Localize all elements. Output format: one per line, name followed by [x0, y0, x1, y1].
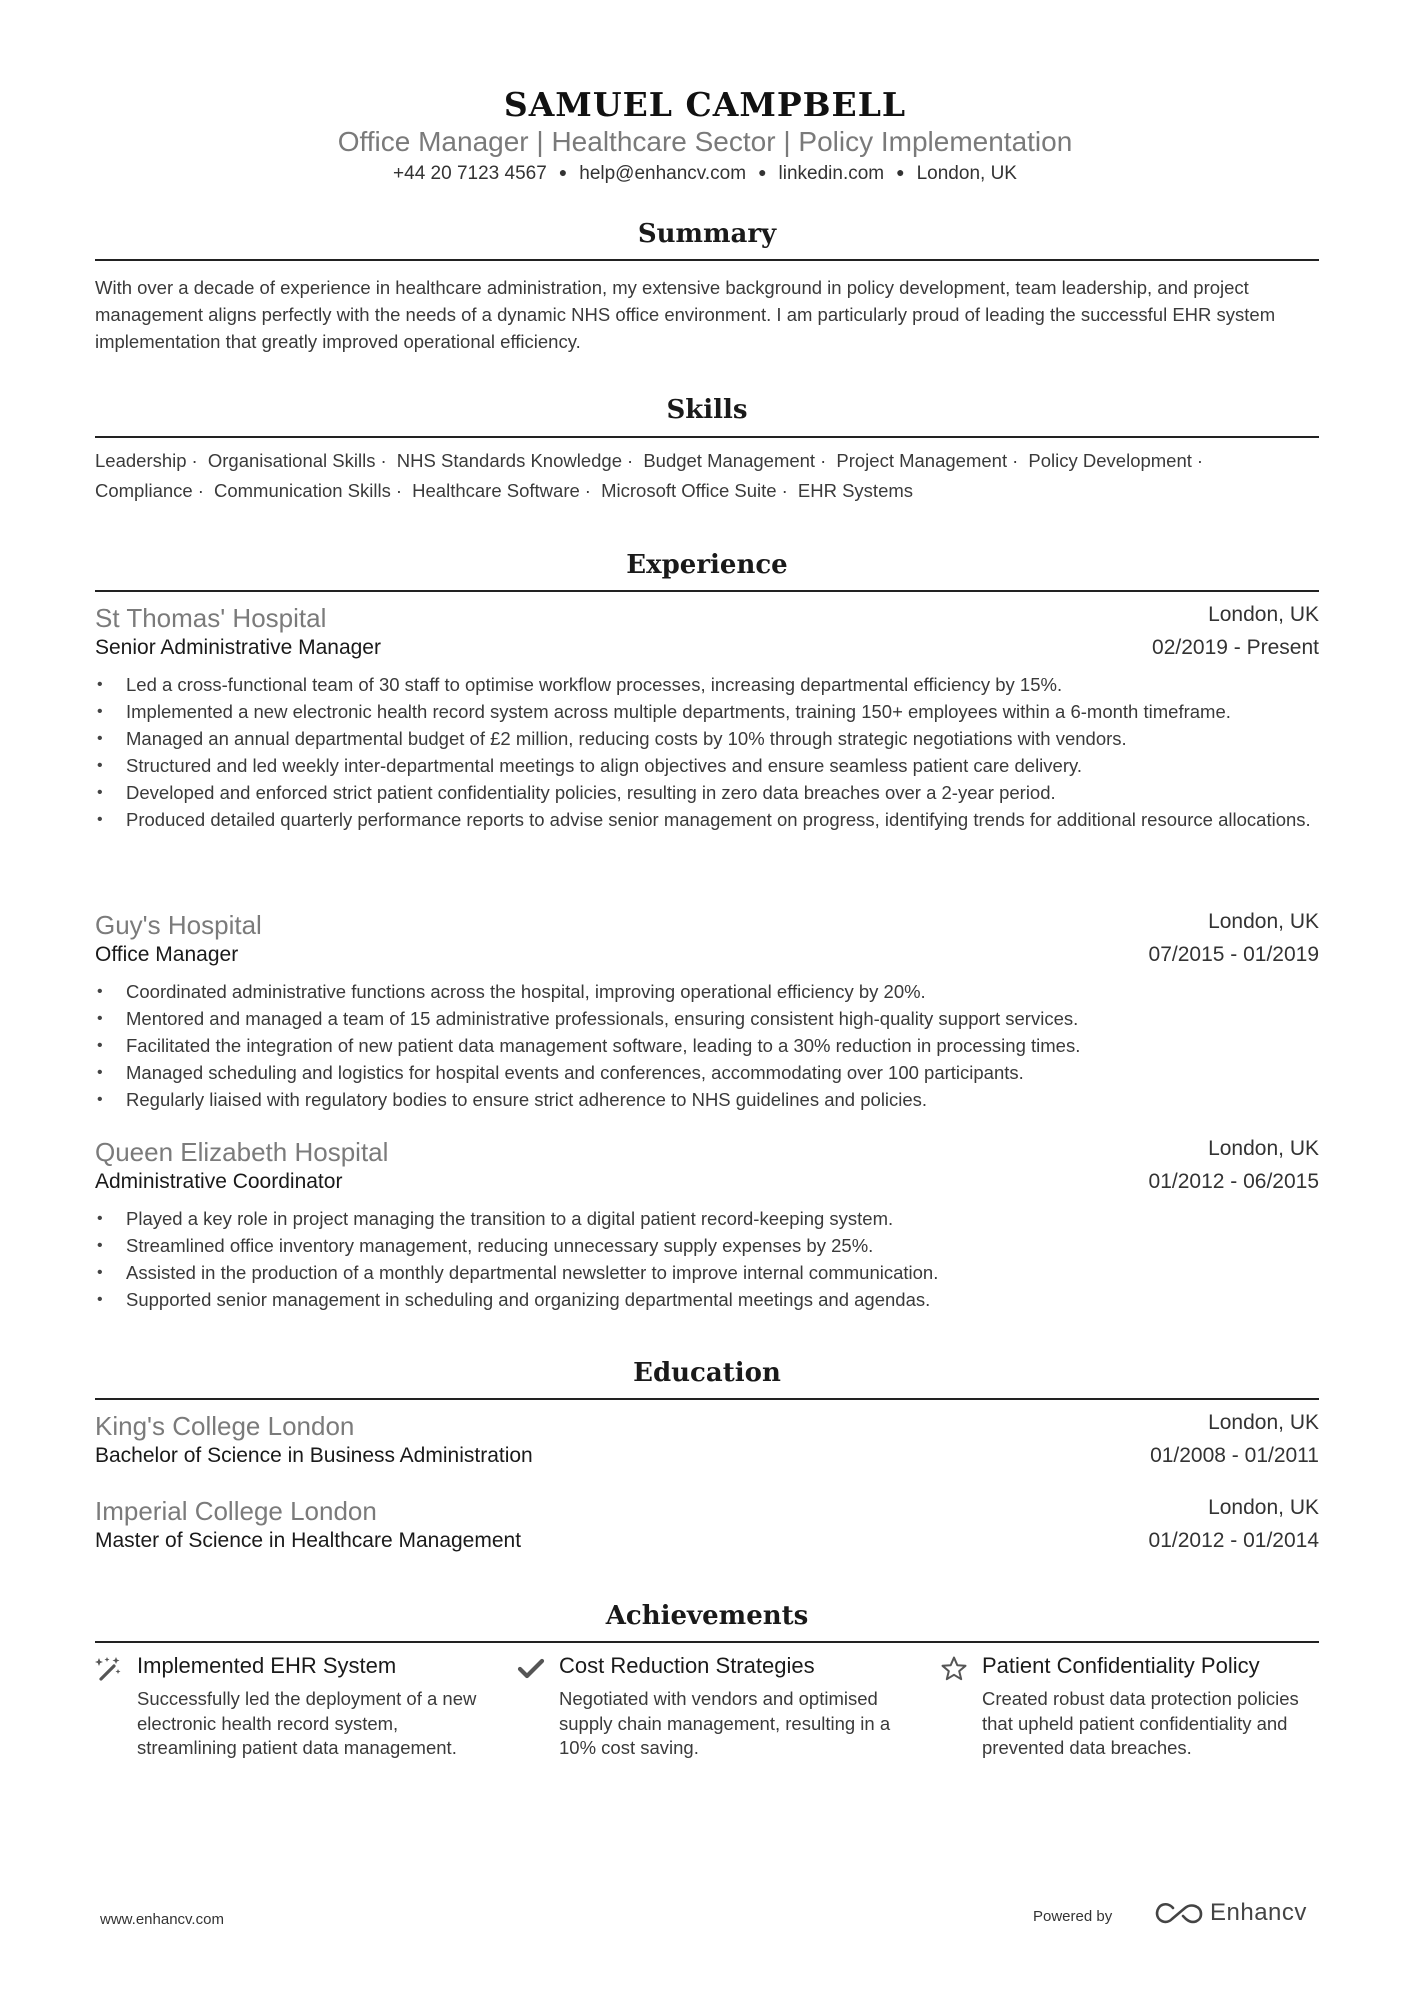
list-item: • Streamlined office inventory management, reducing unnecessary supply expenses by 25%. — [95, 1232, 1319, 1259]
bullet-list — [95, 978, 1319, 1113]
job-dates: 01/2012 - 06/2015 — [1148, 1170, 1319, 1193]
list-item: • Managed an annual departmental budget of £2 million, reducing costs by 10% through strategic negotiations with vendors. — [95, 725, 1319, 752]
skill-item: Leadership — [95, 450, 187, 471]
skill-item: NHS Standards Knowledge — [396, 450, 622, 471]
degree: Master of Science in Healthcare Management — [95, 1529, 522, 1552]
experience-entry — [95, 603, 1319, 833]
magic-wand-icon — [95, 1655, 123, 1683]
school-name: King's College London — [95, 1411, 355, 1441]
skill-item: Budget Management — [643, 450, 816, 471]
list-item: • Mentored and managed a team of 15 administrative professionals, ensuring consistent high-quality support services. — [95, 1005, 1319, 1032]
list-item: • Supported senior management in scheduling and organizing departmental meetings and agendas. — [95, 1286, 1319, 1313]
footer-website-link[interactable]: www.enhancv.com — [100, 1911, 224, 1928]
skill-separator: · — [197, 480, 204, 501]
email[interactable]: help@enhancv.com — [579, 163, 747, 184]
skill-separator: · — [820, 450, 827, 471]
skill-separator: · — [191, 450, 198, 471]
achievement-title: Patient Confidentiality Policy — [982, 1653, 1260, 1678]
separator-dot: ● — [896, 164, 905, 180]
skills-heading: Skills — [666, 395, 748, 425]
achievements-heading: Achievements — [605, 1601, 809, 1631]
summary-text: With over a decade of experience in healthcare administration, my extensive background in policy development, team leadership, and project management aligns perfectly with the needs of a dynamic NHS office environment. I am particularly proud of leading the successful EHR system implementation that greatly improved operational efficiency. — [95, 277, 1276, 352]
section-divider — [95, 259, 1319, 261]
contact-line — [0, 163, 1410, 185]
candidate-title: Office Manager | Healthcare Sector | Policy Implementation — [337, 126, 1073, 157]
skill-separator: · — [395, 480, 403, 501]
list-item: • Facilitated the integration of new patient data management software, leading to a 30% reduction in processing times. — [95, 1032, 1319, 1059]
list-item: • Coordinated administrative functions across the hospital, improving operational efficiency by 20%. — [95, 978, 1319, 1005]
skill-item: Organisational Skills — [207, 450, 376, 471]
bullet-list — [95, 671, 1319, 833]
achievement-title: Cost Reduction Strategies — [559, 1653, 815, 1678]
skill-separator: · — [1012, 450, 1019, 471]
phone[interactable]: +44 20 7123 4567 — [393, 163, 547, 184]
separator-dot: ● — [558, 164, 568, 180]
job-dates: 02/2019 - Present — [1152, 636, 1319, 659]
employer-name: Queen Elizabeth Hospital — [95, 1137, 389, 1167]
skill-separator: · — [781, 480, 788, 501]
job-location: London, UK — [1208, 603, 1319, 626]
experience-entry — [95, 910, 1319, 1113]
job-dates: 07/2015 - 01/2019 — [1148, 943, 1319, 966]
list-item: • Produced detailed quarterly performance reports to advise senior management on progress, identifying trends for additional resource allocations. — [95, 806, 1319, 833]
study-dates: 01/2012 - 01/2014 — [1148, 1529, 1319, 1552]
skill-separator: · — [627, 450, 634, 471]
list-item: • Regularly liaised with regulatory bodies to ensure strict adherence to NHS guidelines and policies. — [95, 1086, 1319, 1113]
experience-entry — [95, 1137, 1319, 1313]
school-name: Imperial College London — [95, 1496, 377, 1526]
summary-heading: Summary — [637, 219, 777, 249]
list-item: • Implemented a new electronic health record system across multiple departments, training 150+ employees within a 6-month timeframe. — [95, 698, 1319, 725]
enhancv-brand[interactable]: Enhancv — [1210, 1899, 1307, 1926]
school-location: London, UK — [1208, 1411, 1319, 1434]
degree: Bachelor of Science in Business Administration — [95, 1444, 533, 1467]
section-divider — [95, 436, 1319, 438]
job-role: Senior Administrative Manager — [95, 636, 381, 659]
list-item: • Led a cross-functional team of 30 staff to optimise workflow processes, increasing departmental efficiency by 15%. — [95, 671, 1319, 698]
separator-dot: ● — [758, 164, 767, 180]
list-item: • Managed scheduling and logistics for hospital events and conferences, accommodating over 100 participants. — [95, 1059, 1319, 1086]
achievement-description: Negotiated with vendors and optimised supply chain management, resulting in a 10% cost saving. — [559, 1688, 891, 1758]
employer-name: St Thomas' Hospital — [95, 603, 327, 633]
section-divider — [95, 1398, 1319, 1400]
location: London, UK — [916, 163, 1017, 184]
section-divider — [95, 1641, 1319, 1643]
enhancv-logo-icon — [1153, 1899, 1205, 1929]
list-item: • Played a key role in project managing the transition to a digital patient record-keeping system. — [95, 1205, 1319, 1232]
job-role: Office Manager — [95, 943, 239, 966]
job-location: London, UK — [1208, 910, 1319, 933]
skill-item: Compliance — [95, 480, 193, 501]
employer-name: Guy's Hospital — [95, 910, 262, 940]
skills-list — [95, 446, 1319, 506]
list-item: • Assisted in the production of a monthly departmental newsletter to improve internal communication. — [95, 1259, 1319, 1286]
skill-item: Project Management — [836, 450, 1008, 471]
skill-item: Healthcare Software — [412, 480, 580, 501]
bullet-list — [95, 1205, 1319, 1313]
education-entry — [95, 1496, 1319, 1562]
powered-by-label: Powered by — [1033, 1908, 1113, 1925]
achievement-description: Created robust data protection policies that upheld patient confidentiality and prevented data breaches. — [982, 1688, 1299, 1758]
achievement-description: Successfully led the deployment of a new electronic health record system, streamlining patient data management. — [137, 1688, 477, 1758]
experience-heading: Experience — [626, 550, 788, 580]
linkedin-link[interactable]: linkedin.com — [778, 163, 885, 184]
skill-item: Policy Development — [1028, 450, 1192, 471]
checkmark-icon — [517, 1655, 545, 1683]
skill-separator: · — [1196, 450, 1204, 471]
job-role: Administrative Coordinator — [95, 1170, 343, 1193]
list-item: • Structured and led weekly inter-departmental meetings to align objectives and ensure seamless patient care delivery. — [95, 752, 1319, 779]
achievement-title: Implemented EHR System — [137, 1653, 397, 1678]
job-location: London, UK — [1208, 1137, 1319, 1160]
skill-item: EHR Systems — [797, 480, 914, 501]
skill-separator: · — [584, 480, 591, 501]
study-dates: 01/2008 - 01/2011 — [1150, 1444, 1319, 1467]
star-icon — [940, 1655, 968, 1683]
section-divider — [95, 590, 1319, 592]
education-heading: Education — [633, 1358, 781, 1388]
candidate-name: SAMUEL CAMPBELL — [503, 85, 907, 124]
list-item: • Developed and enforced strict patient confidentiality policies, resulting in zero data breaches over a 2-year period. — [95, 779, 1319, 806]
skill-item: Microsoft Office Suite — [601, 480, 777, 501]
school-location: London, UK — [1208, 1496, 1319, 1519]
skill-separator: · — [380, 450, 387, 471]
skill-item: Communication Skills — [214, 480, 391, 501]
education-entry — [95, 1411, 1319, 1477]
